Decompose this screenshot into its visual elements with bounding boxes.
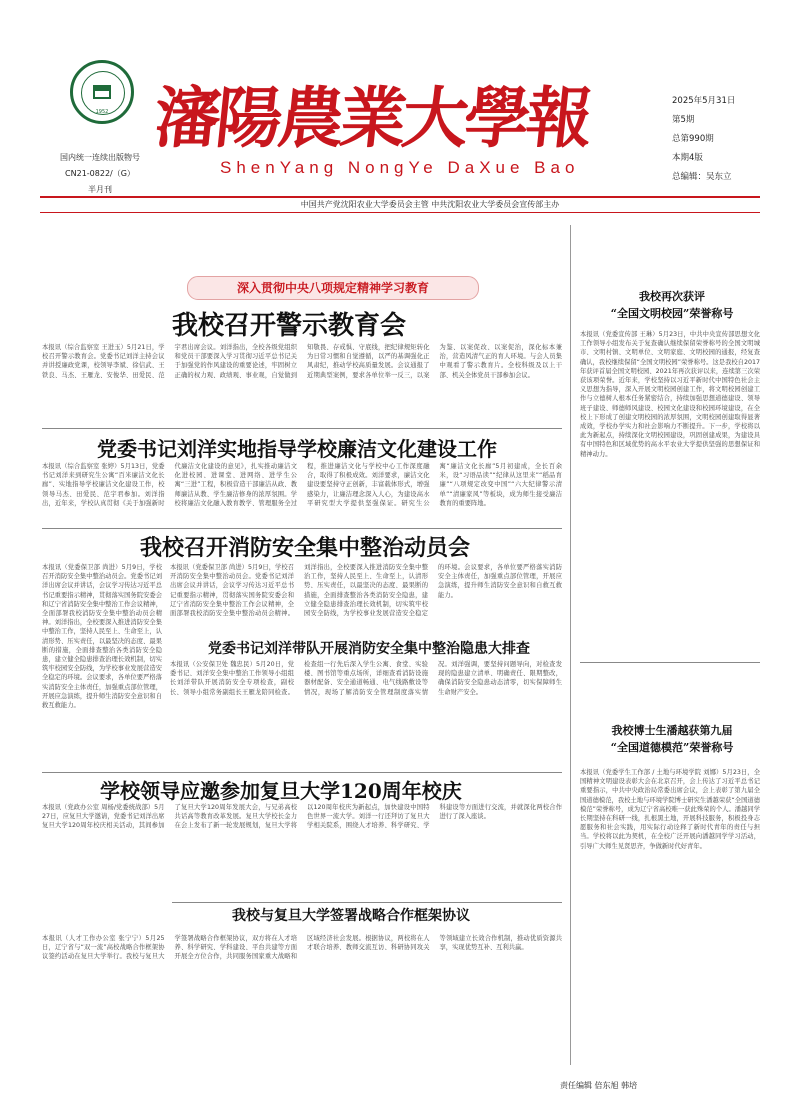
article-4-title: 党委书记刘洋带队开展消防安全集中整治隐患大排查 <box>208 641 530 657</box>
column-divider <box>570 225 571 1065</box>
responsible-editors: 责任编辑 倍东旭 韩培 <box>560 1081 638 1090</box>
newspaper-title: 瀋陽農業大學報 <box>150 79 593 157</box>
reg-line-2: CN21-0822/（G） <box>65 169 135 178</box>
reg-line-3: 半月刊 <box>88 185 112 194</box>
issue-number: 第5期 <box>672 115 695 125</box>
newspaper-title-pinyin: ShenYang NongYe DaXue Bao <box>220 158 580 177</box>
article-divider <box>172 902 562 903</box>
article-1-title: 我校召开警示教育会 <box>172 311 407 341</box>
article-3-title: 我校召开消防安全集中整治动员会 <box>140 535 471 561</box>
masthead-divider-top <box>40 196 760 198</box>
side-article-1-body: 本报讯（党委宣传部 王琳）5月23日，中共中央宣传部思想文化工作领导小组发布关于复查确认继续保留荣誉称号的全国文明城市、文明村镇、文明单位、文明家庭、文明校园的通报，经复查确认，我校继续保留“全国文明校园”荣誉称号。这是我校自2017年获评首届全国文明校园、2021年再次获评以来，连续第三次荣获该项荣誉。近年来，学校坚持以习近平新时代中国特色社会主义思想为指导，深入开展文明校园创建工作，将文明校园创建工作与立德树人根本任务紧密结合，持续加强思想道德建设、领导班子建设、师德师风建设、校园文化建设和校园环境建设，在全校上下形成了创建文明校园的浓厚氛围，文明校园创建取得显著成效，学校办学实力和社会影响力不断提升。下一步，学校将以此为新起点，持续深化文明校园建设，巩固创建成果，为建设具有中国特色和区域优势的高水平农业大学提供坚强的思想保证和精神动力。 <box>580 331 760 458</box>
issue-info <box>672 92 735 187</box>
campaign-banner: 深入贯彻中央八项规定精神学习教育 <box>187 276 479 300</box>
university-logo <box>70 60 134 124</box>
side-article-1-title: 我校再次获评 “全国文明校园”荣誉称号 <box>610 290 734 320</box>
article-6-title: 我校与复旦大学签署战略合作框架协议 <box>232 908 470 924</box>
article-5-title: 学校领导应邀参加复旦大学120周年校庆 <box>100 779 462 803</box>
issue-pages: 本期4版 <box>672 153 703 163</box>
logo-year: 1952 <box>95 109 109 115</box>
article-divider <box>580 662 760 663</box>
chief-editor: 总编辑：吴东立 <box>672 172 732 182</box>
article-divider <box>42 772 562 773</box>
masthead-divider-bottom <box>40 212 760 213</box>
sponsor-line: 中国共产党沈阳农业大学委员会主管 中共沈阳农业大学委员会宣传部主办 <box>300 200 560 209</box>
article-divider <box>42 528 562 529</box>
article-5-body: 本报讯（党政办公室 周杨/党委统战部）5月27日，应复旦大学邀请，党委书记刘洋出席复旦大学120周年校庆相关活动，其间参加了复旦大学120周年发展大会，与兄弟高校共话高等教育改革发展。复旦大学校长金力在会上发布了新一轮发展规划，复旦大学将以120周年校庆为新起点，加快建设中国特色世界一流大学。刘洋一行还拜访了复旦大学相关院系，围绕人才培养、科学研究、学科建设等方面进行交流，并就深化两校合作进行了深入座谈。 <box>42 804 562 830</box>
reg-line-1: 国内统一连续出版物号 <box>60 153 140 162</box>
article-6-body: 本报讯（人才工作办公室 张宁宁）5月25日，辽宁省与“双一流”高校战略合作框架协议签约活动在复旦大学举行。我校与复旦大学签署战略合作框架协议，双方将在人才培养、科学研究、学科建设、平台共建等方面开展全方位合作，共同服务国家重大战略和区域经济社会发展。根据协议，两校将在人才联合培养、教师交流互访、科研协同攻关等领域建立长效合作机制，推动优质资源共享，实现优势互补、互利共赢。 <box>42 935 562 961</box>
article-3-body: 本报讯（党委保卫部 尚进）5月9日，学校召开消防安全集中整治动员会。党委书记刘洋出席会议并讲话，会议学习传达习近平总书记重要指示精神，贯彻落实国务院安委会和辽宁省消防安全集中整治工作会议精神，全面部署我校消防安全集中整治动员会精神。刘洋指出，全校要深入推进消防安全集中整治工作，坚持人民至上、生命至上，认清形势、压实责任，以最坚决的态度、最果断的措施，全面排查整治各类消防安全隐患，建立健全隐患排查治理长效机制，切实筑牢校园安全防线，为学校事业发展营造安全稳定的环境。会议要求，各单位要严格落实消防安全主体责任，加强重点部位管理，开展应急演练，提升师生消防安全意识和自救互救能力。 <box>42 564 162 710</box>
article-3-body-cont: 本报讯（党委保卫部 尚进）5月9日，学校召开消防安全集中整治动员会。党委书记刘洋出席会议并讲话，会议学习传达习近平总书记重要指示精神，贯彻落实国务院安委会和辽宁省消防安全集中整治工作会议精神，全面部署我校消防安全集中整治动员会精神。刘洋指出，全校要深入推进消防安全集中整治工作，坚持人民至上、生命至上，认清形势、压实责任，以最坚决的态度、最果断的措施，全面排查整治各类消防安全隐患，建立健全隐患排查治理长效机制，切实筑牢校园安全防线，为学校事业发展营造安全稳定的环境。会议要求，各单位要严格落实消防安全主体责任，加强重点部位管理，开展应急演练，提升师生消防安全意识和自救互救能力。 <box>170 564 562 618</box>
article-2-body: 本报讯（综合监察室 张婷）5月13日，党委书记刘洋来到研究生公寓“百米廉洁文化长廊”、实地指导学校廉洁文化建设工作，校领导马杰、田爱民、范宇君参加。刘洋指出，近年来，学校认真贯彻《关于加强新时代廉洁文化建设的意见》，扎实推动廉洁文化进校园、进课堂、进网络、进学生公寓“三进”工程，积极营造干部廉洁从政、教师廉洁从教、学生廉洁修身的浓厚氛围。学校将廉洁文化融入教育教学、管理服务全过程，推进廉洁文化与学校中心工作深度融合，取得了积极成效。刘洋要求，廉洁文化建设要坚持守正创新，丰富载体形式，增强感染力，让廉洁理念深入人心，为建设高水平研究型大学提供坚强保证。研究生公寓“廉洁文化长廊”5月初建成，全长百余米，设“习语品读”“纪律从这里来”“稻品育廉”“八项规定改变中国”“六大纪律警示清单”“清廉家风”等板块，成为师生接受廉洁教育的重要阵地。 <box>42 463 562 507</box>
side-article-2-title: 我校博士生潘越获第九届 “全国道德模范”荣誉称号 <box>610 724 734 754</box>
issue-total: 总第990期 <box>672 134 714 144</box>
article-4-body: 本报讯（公安保卫处 魏忠民）5月20日，党委书记、刘洋安全集中整治工作领导小组组长刘洋带队开展消防安全专项检查，副校长、领导小组常务副组长王雁龙陪同检查。检查组一行先后深入学生公寓、食堂、实验楼、图书馆等重点场所，详细查看消防设施器材配备、安全通道畅通、电气线路敷设等情况，现场了解消防安全管理制度落实情况。刘洋强调，要坚持问题导向，对检查发现的隐患建立清单、明确责任、限期整改，确保消防安全隐患动态清零，切实保障师生生命财产安全。 <box>170 661 562 696</box>
article-1-body: 本报讯（综合监察室 王进玉）5月21日，学校召开警示教育会。党委书记刘洋主持会议并讲授廉政党课，校领导李斌、徐信武、王铁良、马杰、王雁龙、安俊华、田爱民、范宇君出席会议。刘洋指出，全校各级党组织和党员干部要深入学习贯彻习近平总书记关于加强党的作风建设的重要论述，牢固树立正确的权力观、政绩观、事业观，自觉做到知敬畏、存戒惧、守底线，把纪律规矩转化为日常习惯和自觉遵循，以严的基调强化正风肃纪，推动学校高质量发展。会议通报了近期典型案例，要求各单位举一反三，以案为鉴、以案促改、以案促治，深化标本兼治，营造风清气正的育人环境。与会人员集中观看了警示教育片。全校科级及以上干部、机关全体党员干部参加会议。 <box>42 344 562 379</box>
article-2-title: 党委书记刘洋实地指导学校廉洁文化建设工作 <box>97 437 497 461</box>
article-divider <box>42 428 562 429</box>
registration-info <box>40 150 160 198</box>
issue-date: 2025年5月31日 <box>672 96 736 106</box>
side-article-2-body: 本报讯（党委学生工作部 / 土地与环境学院 刘娜）5月23日，全国精神文明建设表彰大会在北京召开，会上传达了习近平总书记重要指示，中共中央政治局常委出席会议，会上表彰了第九届全国道德模范，我校土地与环境学院博士研究生潘越荣获“全国道德模范”荣誉称号，成为辽宁省高校唯一获此殊荣的个人。潘越同学长期坚持在科研一线，扎根黑土地，开展科技服务，积极投身志愿服务和社会实践，用实际行动诠释了新时代青年的责任与担当。学校将以此为契机，在全校广泛开展向潘越同学学习活动，引导广大师生见贤思齐，争做新时代好青年。 <box>580 769 760 850</box>
logo-building-icon <box>93 85 111 99</box>
